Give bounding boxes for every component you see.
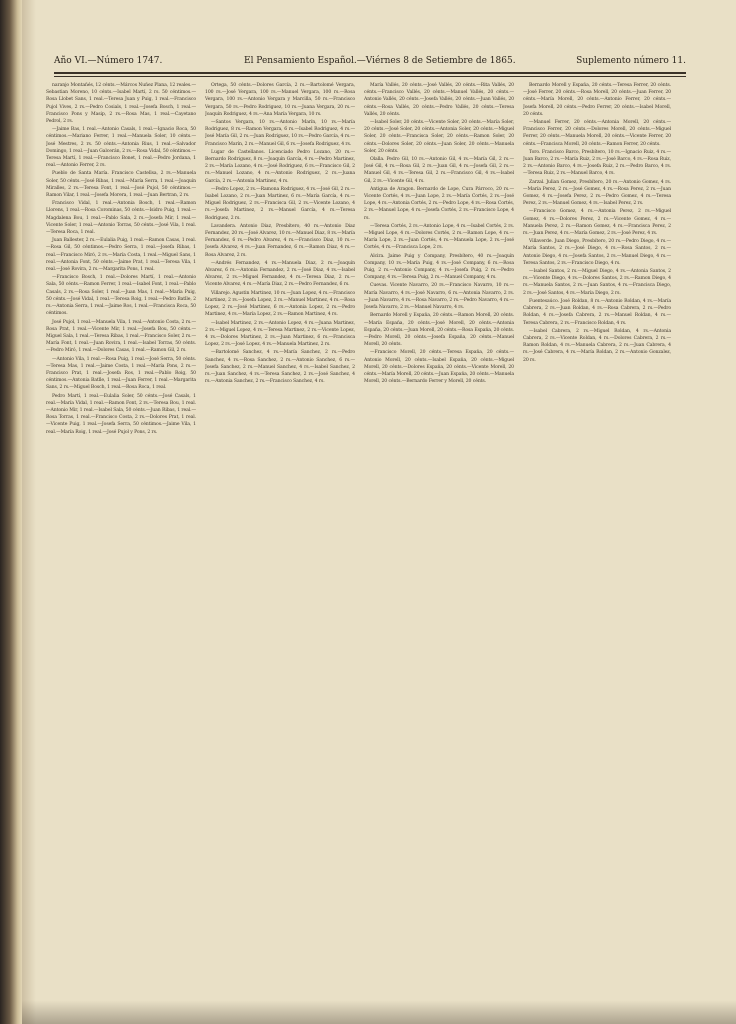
paragraph: —Manuel Ferrer, 20 cénts.—Antonia Morell, 20 cénts.—Francisco Ferrer, 20 cénts.—Dolores Morell, 20 cénts.—Miguel Ferrer, 20 cénts.—Manuela Morell, 20 cénts.—Vicente Ferrer, 20 cénts.—Francisca Morell, 20 cénts.—Ramon Ferrer, 20 cénts.	[523, 120, 671, 147]
paragraph: —Francisco Morell, 20 cénts.—Teresa España, 20 cénts.—Antonio Morell, 20 cénts.—Isabel España, 20 cénts.—Miguel Morell, 20 cénts.—Dolores España, 20 cénts.—Vicente Morell, 20 cénts.—María Morell, 20 cénts.—Juan España, 20 cénts.—Manuela Morell, 20 cénts.—Bernardo Ferrer y Morell, 20 cénts.	[364, 350, 514, 385]
paragraph: —Teresa Cortés, 2 rs.—Antonio Lope, 4 rs.—Isabel Cortés, 2 rs.—Miguel Lope, 4 rs.—Dolores Cortés, 2 rs.—Ramon Lope, 4 rs.—María Lope, 2 rs.—Juan Cortés, 4 rs.—Manuela Lope, 2 rs.—José Cortés, 4 rs.—Francisca Lope, 2 rs.	[364, 223, 514, 251]
page-bottom-shadow	[22, 1000, 736, 1024]
paragraph: Villaverde. Juan Diego, Presbítero, 20 rs.—Pedro Diego, 4 rs.—María Santos, 2 rs.—José Diego, 4 rs.—Rosa Santos, 2 rs.—Antonio Diego, 4 rs.—Josefa Santos, 2 rs.—Manuel Diego, 4 rs.—Teresa Santos, 2 rs.—Francisco Diego, 4 rs.	[523, 239, 671, 266]
paragraph: —Jaime Bas, 1 real.—Antonio Casals, 1 real.—Ignacio Roca, 50 céntimos.—Mariano Ferrer, 1 real.—Manuela Soler, 10 cénts.—José Mestres, 2 rs. 50 cénts.—Antonia Rius, 1 real.—Salvador Domingo, 1 real.—Juan Galcerán, 2 rs.—Rosa Vidal, 50 céntimos.—Teresa Martí, 1 real.—Francisco Bonet, 1 real.—Pedro Jordana, 1 real.—Antonio Ferrer, 2 rs.	[46, 127, 196, 169]
text-column-1	[46, 82, 196, 982]
paragraph: —Pedro Lopez, 2 rs.—Ramona Rodriguez, 4 rs.—José Gil, 2 rs.—Isabel Lozano, 2 rs.—Juan Martinez, 6 rs.—María García, 4 rs.—Miguel Rodriguez, 2 rs.—Francisca Gil, 2 rs.—Vicente Lozano, 4 rs.—Josefa Martinez, 2 rs.—Manuel García, 4 rs.—Teresa Rodriguez, 2 rs.	[205, 186, 355, 221]
paragraph: Pueblo de Santa María. Francisco Castellsa, 2 rs.—Manuela Soler, 50 cénts.—José Ribas, 1 real.—María Serra, 1 real.—Joaquín Miralles, 2 rs.—Teresa Font, 1 real.—José Pujol, 50 céntimos.—Ramon Vilar, 1 real.—Josefa Morera, 1 real.—Juan Bertran, 2 rs.	[46, 171, 196, 199]
book-spine	[0, 0, 22, 1024]
paragraph: José Pujol, 1 real.—Manuela Vila, 1 real.—Antonio Costa, 2 rs.—Rosa Prat, 1 real.—Vicente Mir, 1 real.—Josefa Bou, 50 cénts.—Miguel Sala, 1 real.—Teresa Ribas, 1 real.—Francisco Soler, 2 rs.—María Font, 1 real.—Juan Rovira, 1 real.—Isabel Torras, 50 cénts.—Pedro Miró, 1 real.—Dolores Casas, 1 real.—Ramon Gil, 2 rs.	[46, 319, 196, 354]
paragraph: Ortega, 50 cénts.—Dolores García, 2 rs.—Bartolomé Vergara, 100 rs.—José Vergara, 100 rs.—Manuel Vergara, 100 rs.—Rosa Vergara, 100 rs.—Antonio Vergara y Marcilla, 50 rs.—Francisco Vergara, 50 rs.—Pedro Rodriguez, 10 rs.—Juana Vergara, 20 rs.—Joaquín Rodriguez, 4 rs.—Ana María Vergara, 10 rs.	[205, 83, 355, 117]
paragraph: Bernardo Morell y España, 20 cénts.—Ramon Morell, 20 cénts.—María España, 20 cénts.—José Morell, 20 cénts.—Antonia España, 20 cénts.—Juan Morell, 20 cénts.—Rosa España, 20 cénts.—Pedro Morell, 20 cénts.—Josefa España, 20 cénts.—Manuel Morell, 20 cénts.	[364, 313, 514, 348]
paragraph: Toro. Francisco Barco, Presbítero, 10 rs.—Ignacio Ruiz, 4 rs.—Juan Barco, 2 rs.—María Ruiz, 2 rs.—José Barco, 4 rs.—Rosa Ruiz, 2 rs.—Antonio Barco, 4 rs.—Josefa Ruiz, 2 rs.—Pedro Barco, 4 rs.—Teresa Ruiz, 2 rs.—Manuel Barco, 4 rs.	[523, 149, 671, 177]
paragraph: —Santos Vergara, 10 rs.—Antonio Marín, 10 rs.—María Rodriguez, 8 rs.—Ramon Vergara, 6 rs.—Isabel Rodriguez, 4 rs.—José María Gil, 2 rs.—Juan Rodriguez, 10 rs.—Pedro García, 4 rs.—Francisco Marín, 2 rs.—Manuel Gil, 6 rs.—Josefa Rodriguez, 4 rs.	[205, 120, 355, 147]
paragraph: —Isabel Martinez, 2 rs.—Antonio Lopez, 4 rs.—Juana Martinez, 2 rs.—Miguel Lopez, 4 rs.—Teresa Martinez, 2 rs.—Vicente Lopez, 4 rs.—Dolores Martinez, 2 rs.—Juan Martinez, 6 rs.—Francisca Lopez, 2 rs.—José Lopez, 4 rs.—Manuela Martinez, 2 rs.	[205, 320, 355, 348]
page-header	[54, 56, 686, 72]
paragraph: Alcira. Jaime Puig y Company, Presbítero, 40 rs.—Joaquín Company, 10 rs.—María Puig, 4 rs.—José Company, 6 rs.—Rosa Puig, 2 rs.—Antonio Company, 4 rs.—Josefa Puig, 2 rs.—Pedro Company, 4 rs.—Teresa Puig, 2 rs.—Manuel Company, 4 rs.	[364, 253, 514, 281]
paragraph: —Isabel Cabrera, 2 rs.—Miguel Roldan, 4 rs.—Antonia Cabrera, 2 rs.—Vicente Roldan, 4 rs.—Dolores Cabrera, 2 rs.—Ramon Roldan, 4 rs.—Manuela Cabrera, 2 rs.—Juan Cabrera, 4 rs.—José Cabrera, 4 rs.—María Roldan, 2 rs.—Antonio Gonzalez, 20 rs.	[523, 328, 671, 363]
paragraph: Juan Ballester, 2 rs.—Eulalia Puig, 1 real.—Ramon Casas, 1 real.—Rosa Gil, 50 céntimos.—Pedro Serra, 1 real.—Josefa Ribas, 1 real.—Francisco Miró, 2 rs.—María Costa, 1 real.—Miguel Sans, 1 real.—Antonia Font, 50 cénts.—Jaime Prat, 1 real.—Teresa Vila, 1 real.—José Rovira, 2 rs.—Margarita Pons, 1 real.	[46, 238, 196, 273]
paragraph: —Isabel Soler, 20 cénts.—Vicente Soler, 20 cénts.—María Soler, 20 cénts.—José Soler, 20 cénts.—Antonia Soler, 20 cénts.—Miguel Soler, 20 cénts.—Francisca Soler, 20 cénts.—Ramon Soler, 20 cénts.—Dolores Soler, 20 cénts.—Juan Soler, 20 cénts.—Manuela Soler, 20 cénts.	[364, 120, 514, 154]
paragraph: Bernardo Morell y España, 20 cénts.—Teresa Ferrer, 20 cénts.—José Ferrer, 20 cénts.—Rosa Morell, 20 cénts.—Juan Ferrer, 20 cénts.—María Morell, 20 cénts.—Antonio Ferrer, 20 cénts.—Josefa Morell, 20 cénts.—Pedro Ferrer, 20 cénts.—Isabel Morell, 20 cénts.	[523, 83, 671, 117]
paragraph: Fuentesaúco. José Roldan, 8 rs.—Antonio Roldan, 4 rs.—María Cabrera, 2 rs.—Juan Roldan, 4 rs.—Rosa Cabrera, 2 rs.—Pedro Roldan, 4 rs.—Josefa Cabrera, 2 rs.—Manuel Roldan, 4 rs.—Teresa Cabrera, 2 rs.—Francisco Roldan, 4 rs.	[523, 298, 671, 326]
paragraph: —Andrés Fernandez, 4 rs.—Manuela Diaz, 2 rs.—Joaquín Alvarez, 6 rs.—Antonia Fernandez, 2 rs.—José Diaz, 4 rs.—Isabel Alvarez, 2 rs.—Miguel Fernandez, 4 rs.—Teresa Diaz, 2 rs.—Vicente Alvarez, 4 rs.—María Diaz, 2 rs.—Pedro Fernandez, 6 rs.	[205, 260, 355, 288]
header-rule-thin	[54, 76, 686, 77]
paragraph: naranjo Montañés, 12 cénts.—Márcos Nuñez Plana, 12 reales.—Sebastian Moreno, 10 cénts.—Isabel Martí, 2 rs. 50 céntimos.—Rosa Llobet Sans, 1 real.—Teresa Juan y Puig, 1 real.—Francisco Pujol Vives, 2 rs.—Pedro Cosials, 1 real.—Josefa Bosch, 1 real.—Francisco Pons y Masip, 2 rs.—Rosa Mas, 1 real.—Cayetano Pedrol, 2 rs.	[46, 83, 196, 125]
paragraph: Cuevas. Vicente Navarro, 20 rs.—Francisco Navarro, 10 rs.—María Navarro, 4 rs.—José Navarro, 6 rs.—Antonia Navarro, 2 rs.—Juan Navarro, 4 rs.—Rosa Navarro, 2 rs.—Pedro Navarro, 4 rs.—Josefa Navarro, 2 rs.—Manuel Navarro, 4 rs.	[364, 283, 514, 311]
header-rule-thick	[54, 72, 686, 74]
text-column-4	[523, 82, 671, 982]
text-column-2	[205, 82, 355, 982]
text-column-3	[364, 82, 514, 982]
newspaper-page	[22, 0, 736, 1024]
paragraph: Villarejo. Agustin Martinez, 10 rs.—Juan Lopez, 4 rs.—Francisco Martinez, 2 rs.—Josefa Lopez, 2 rs.—Manuel Martinez, 4 rs.—Rosa Lopez, 2 rs.—José Martinez, 6 rs.—Antonia Lopez, 2 rs.—Pedro Martinez, 4 rs.—María Lopez, 2 rs.—Ramon Martinez, 4 rs.	[205, 290, 355, 318]
paragraph: Olalla. Pedro Gil, 10 rs.—Antonio Gil, 4 rs.—María Gil, 2 rs.—José Gil, 4 rs.—Rosa Gil, 2 rs.—Juan Gil, 4 rs.—Josefa Gil, 2 rs.—Manuel Gil, 4 rs.—Teresa Gil, 2 rs.—Francisco Gil, 4 rs.—Isabel Gil, 2 rs.—Vicente Gil, 4 rs.	[364, 157, 514, 184]
paragraph: Francisco Vidal, 1 real.—Antonia Bosch, 1 real.—Ramon Llorens, 1 real.—Rosa Corominas, 50 cénts.—Isidro Puig, 1 real.—Magdalena Bou, 1 real.—Pablo Sala, 2 rs.—Josefa Mir, 1 real.—Vicente Soler, 1 real.—Antonio Torras, 50 cénts.—José Vila, 1 real.—Teresa Roca, 1 real.	[46, 201, 196, 236]
issue-number: Año VI.—Número 1747.	[54, 56, 163, 66]
paragraph: —Francisco Gomez, 4 rs.—Antonia Perez, 2 rs.—Miguel Gomez, 4 rs.—Dolores Perez, 2 rs.—Vicente Gomez, 4 rs.—Manuela Perez, 2 rs.—Ramon Gomez, 4 rs.—Francisca Perez, 2 rs.—Juan Perez, 4 rs.—María Gomez, 2 rs.—José Perez, 4 rs.	[523, 209, 671, 237]
paragraph: Pedro Martí, 1 real.—Eulalia Soler, 50 cénts.—José Casals, 1 real.—María Vidal, 1 real.—Ramon Font, 2 rs.—Teresa Bou, 1 real.—Antonio Mir, 1 real.—Isabel Sala, 50 cénts.—Juan Ribas, 1 real.—Rosa Torras, 1 real.—Francisco Costa, 2 rs.—Dolores Prat, 1 real.—Vicente Puig, 1 real.—Josefa Serra, 50 céntimos.—Jaime Vila, 1 real.—María Roig, 1 real.—José Pujol y Pons, 2 rs.	[46, 393, 196, 435]
masthead-date: El Pensamiento Español.—Viérnes 8 de Setiembre de 1865.	[244, 56, 516, 66]
paragraph: Antigua de Aragon. Bernardo de Lope, Cura Párroco, 20 rs.—Vicente Cortés, 4 rs.—Juan Lope, 2 rs.—María Cortés, 2 rs.—José Lope, 4 rs.—Antonia Cortés, 2 rs.—Pedro Lope, 4 rs.—Rosa Cortés, 2 rs.—Manuel Lope, 4 rs.—Josefa Cortés, 2 rs.—Francisco Lope, 4 rs.	[364, 186, 514, 221]
paragraph: Lugar de Castellanos. Licenciado Pedro Lozano, 20 rs.—Bernardo Rodriguez, 8 rs.—Joaquín García, 4 rs.—Pedro Martinez, 2 rs.—María Lozano, 4 rs.—José Rodriguez, 6 rs.—Francisco Gil, 2 rs.—Manuel Lozano, 4 rs.—Antonio Rodriguez, 2 rs.—Juana García, 2 rs.—Antonia Martinez, 4 rs.	[205, 149, 355, 184]
paragraph: Zarzal. Julian Gomez, Presbítero, 20 rs.—Antonio Gomez, 4 rs.—María Perez, 2 rs.—José Gomez, 4 rs.—Rosa Perez, 2 rs.—Juan Gomez, 4 rs.—Josefa Perez, 2 rs.—Pedro Gomez, 4 rs.—Teresa Perez, 2 rs.—Manuel Gomez, 4 rs.—Isabel Perez, 2 rs.	[523, 179, 671, 207]
paragraph: María Vallés, 20 cénts.—José Vallés, 20 cénts.—Rita Vallés, 20 cénts.—Francisco Vallés, 20 cénts.—Manuel Vallés, 20 cénts.—Antonio Vallés, 20 cénts.—Josefa Vallés, 20 cénts.—Juan Vallés, 20 cénts.—Rosa Vallés, 20 cénts.—Pedro Vallés, 20 cénts.—Teresa Vallés, 20 cénts.	[364, 83, 514, 117]
paragraph: —Francisco Bosch, 1 real.—Dolores Martí, 1 real.—Antonio Sala, 50 cénts.—Ramon Ferrer, 1 real.—Isabel Font, 1 real.—Pablo Casals, 2 rs.—Rosa Soler, 1 real.—Juan Mas, 1 real.—María Puig, 50 cénts.—José Vidal, 1 real.—Teresa Roig, 1 real.—Pedro Batlle, 2 rs.—Antonia Serra, 1 real.—Jaime Ros, 1 real.—Francisca Roca, 50 céntimos.	[46, 275, 196, 317]
paragraph: Lavandera. Antonio Diaz, Presbítero, 40 rs.—Antonio Diaz Fernandez, 20 rs.—José Alvarez, 10 rs.—Manuel Diaz, 8 rs.—María Fernandez, 6 rs.—Pedro Alvarez, 4 rs.—Francisco Diaz, 10 rs.—Josefa Alvarez, 4 rs.—Juan Fernandez, 6 rs.—Ramon Diaz, 4 rs.—Rosa Alvarez, 2 rs.	[205, 223, 355, 258]
supplement-number: Suplemento número 11.	[576, 56, 686, 66]
paragraph: —Isabel Santos, 2 rs.—Miguel Diego, 4 rs.—Antonia Santos, 2 rs.—Vicente Diego, 4 rs.—Dolores Santos, 2 rs.—Ramon Diego, 4 rs.—Manuela Santos, 2 rs.—Juan Santos, 4 rs.—Francisca Diego, 2 rs.—José Santos, 4 rs.—María Diego, 2 rs.	[523, 269, 671, 296]
paragraph: —Antonio Vila, 1 real.—Rosa Puig, 1 real.—José Serra, 50 cénts.—Teresa Mas, 1 real.—Jaime Costa, 1 real.—María Pons, 2 rs.—Francisco Prat, 1 real.—Josefa Ros, 1 real.—Pablo Roig, 50 céntimos.—Antonia Batlle, 1 real.—Juan Ferrer, 1 real.—Margarita Sans, 2 rs.—Miguel Bosch, 1 real.—Rosa Roca, 1 real.	[46, 356, 196, 391]
paragraph: —Bartolomé Sanchez, 4 rs.—María Sanchez, 2 rs.—Pedro Sanchez, 4 rs.—Rosa Sanchez, 2 rs.—Antonio Sanchez, 6 rs.—Josefa Sanchez, 2 rs.—Manuel Sanchez, 4 rs.—Isabel Sanchez, 2 rs.—Juan Sanchez, 4 rs.—Teresa Sanchez, 2 rs.—José Sanchez, 4 rs.—Antonia Sanchez, 2 rs.—Francisco Sanchez, 4 rs.	[205, 350, 355, 385]
